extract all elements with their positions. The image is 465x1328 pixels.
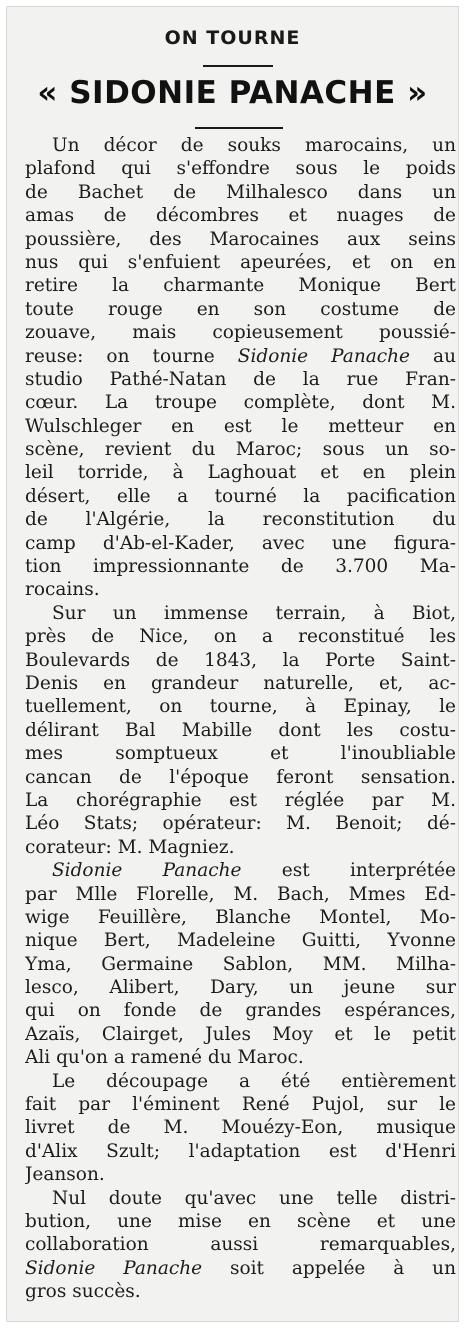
article-paragraph: [25, 134, 456, 602]
text-line: collaboration aussi remarquables,: [25, 1234, 456, 1256]
text-line: tion impressionnante de 3.700 Ma-: [25, 556, 456, 578]
text-line: de Bachet de Milhalesco dans un: [25, 181, 456, 203]
text-line: Yma, Germaine Sablon, MM. Milha-: [25, 953, 456, 975]
text-run: est interprétée: [241, 860, 456, 882]
text-line: lesco, Alibert, Dary, un jeune sur: [25, 977, 456, 999]
newspaper-clipping: [6, 6, 459, 1322]
text-line: amas de décombres et nuages de: [25, 205, 456, 227]
text-line: Wulschleger en est le metteur en: [25, 415, 456, 437]
text-line: délirant Bal Mabille dont les costu-: [25, 719, 456, 741]
text-line: Ali qu'on a ramené du Maroc.: [25, 1047, 304, 1069]
text-line: Léo Stats; opérateur: M. Benoit; dé-: [25, 813, 456, 835]
article-headline: « SIDONIE PANACHE »: [37, 75, 428, 111]
section-kicker: ON TOURNE: [164, 27, 301, 49]
text-line: zouave, mais copieusement poussié-: [25, 322, 456, 344]
text-line: nique Bert, Madeleine Guitti, Yvonne: [25, 930, 456, 952]
text-line: [25, 859, 456, 882]
text-line: livret de M. Mouézy-Eon, musique: [25, 1117, 456, 1139]
text-line: d'Alix Szult; l'adaptation est d'Henri: [25, 1140, 456, 1162]
text-line: gros succès.: [25, 1281, 141, 1303]
text-line: tuellement, on tourne, à Epinay, le: [25, 696, 456, 718]
text-line: La chorégraphie est réglée par M.: [25, 789, 456, 811]
text-line: nus qui s'enfuient apeurées, et on en: [25, 251, 456, 273]
text-line: Le découpage a été entièrement: [52, 1070, 456, 1092]
text-line: camp d'Ab-el-Kader, avec une figura-: [25, 532, 456, 554]
text-line: scène, revient du Maroc; sous un so-: [25, 439, 456, 461]
text-line: mes somptueux et l'inoubliable: [25, 743, 456, 765]
text-line: Nul doute qu'avec une telle distri-: [52, 1187, 456, 1209]
text-run: au: [410, 345, 456, 367]
text-line: [25, 345, 456, 368]
text-line: leil torride, à Laghouat et en plein: [25, 462, 456, 484]
text-line: Sur un immense terrain, à Biot,: [52, 602, 456, 624]
text-line: Un décor de souks marocains, un: [52, 135, 456, 156]
text-line: retire la charmante Monique Bert: [25, 275, 456, 297]
film-title: Sidonie Panache: [52, 860, 242, 882]
text-line: qui on fonde de grandes espérances,: [25, 1000, 456, 1022]
headline-rule: [195, 127, 283, 129]
article-paragraph: [25, 1070, 456, 1187]
text-line: [25, 1257, 456, 1280]
article-body: [25, 134, 456, 1304]
text-line: bution, une mise en scène et une: [25, 1210, 456, 1232]
article-paragraph: [25, 602, 456, 859]
kicker-rule: [203, 65, 273, 67]
text-run: reuse: on tourne: [25, 345, 238, 367]
film-title: Sidonie Panache: [237, 345, 410, 367]
text-line: rocains.: [25, 579, 100, 601]
text-line: wige Feuillère, Blanche Montel, Mo-: [25, 906, 456, 928]
text-line: Azaïs, Clairget, Jules Moy et le petit: [25, 1023, 456, 1045]
text-run: soit appelée à un: [202, 1257, 456, 1279]
text-line: près de Nice, on a reconstitué les: [25, 626, 456, 648]
text-line: de l'Algérie, la reconstitution du: [25, 509, 456, 531]
text-line: corateur: M. Magniez.: [25, 836, 235, 858]
text-line: fait par l'éminent René Pujol, sur le: [25, 1094, 456, 1116]
text-line: toute rouge en son costume de: [25, 298, 456, 320]
text-line: studio Pathé-Natan de la rue Fran-: [25, 368, 456, 390]
film-title: Sidonie Panache: [25, 1257, 203, 1279]
text-line: cœur. La troupe complète, dont M.: [25, 392, 456, 414]
text-line: Jeanson.: [25, 1164, 105, 1186]
text-line: Boulevards de 1843, la Porte Saint-: [25, 649, 456, 671]
text-line: Denis en grandeur naturelle, et, ac-: [25, 672, 456, 694]
article-paragraph: [25, 859, 456, 1070]
text-line: cancan de l'époque feront sensation.: [25, 766, 456, 788]
text-line: désert, elle a tourné la pacification: [25, 485, 456, 507]
article-paragraph: [25, 1187, 456, 1304]
text-line: poussière, des Marocaines aux seins: [25, 228, 456, 250]
text-line: par Mlle Florelle, M. Bach, Mmes Ed-: [25, 883, 456, 905]
text-line: plafond qui s'effondre sous le poids: [25, 158, 456, 180]
